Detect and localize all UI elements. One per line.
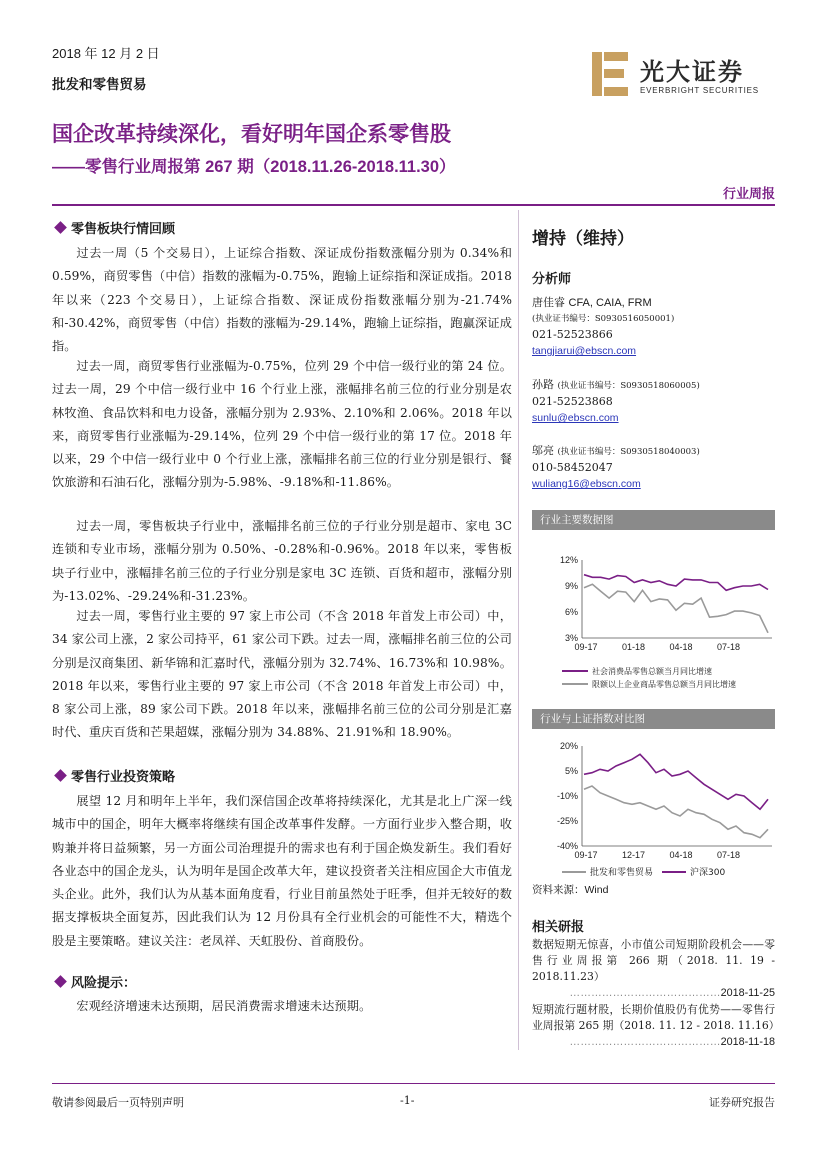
- chart1-header: 行业主要数据图: [532, 510, 775, 530]
- footer-page-number: -1-: [400, 1094, 415, 1107]
- analyst-email-link[interactable]: wuliang16@ebscn.com: [532, 478, 641, 490]
- chart1-svg: [532, 540, 775, 690]
- series-line-1: [584, 754, 768, 809]
- page-title: 国企改革持续深化，看好明年国企系零售股: [52, 121, 451, 146]
- analyst-email-link[interactable]: tangjiarui@ebscn.com: [532, 345, 637, 357]
- x-tick-label: 07-18: [716, 850, 741, 860]
- chart-source: 资料来源：Wind: [532, 884, 609, 896]
- y-tick-label: 20%: [559, 741, 578, 751]
- related-report-date: ……………………………………2018-11-18: [569, 1036, 775, 1048]
- related-report-item[interactable]: [532, 1002, 780, 1050]
- logo-chinese-name: 光大证券: [640, 57, 744, 86]
- related-report-item[interactable]: [532, 937, 775, 1001]
- x-tick-label: 12-17: [621, 850, 646, 860]
- analyst-entry: [532, 443, 700, 492]
- analyst-entry: [532, 377, 700, 426]
- paragraph-market-review-2: 过去一周，商贸零售行业涨幅为-0.75%，位列 29 个中信一级行业的第 24 位。过去一周，29 个中信一级行业中 16 个行业上涨，涨幅排名前三位的行业分别是农林牧渔、食品饮料和电力设备，涨幅分别为 2.93%、2.10%和 2.06%。2018 年以来，商贸零售行业涨幅为-29.14%，位列 29 个中信一级行业的第 17 位。2018 年以来，29 个中信一级行业中 0 个行业上涨，涨幅排名前三位的行业分别是银行、餐饮旅游和石油石化，涨幅分别为-5.98%、-9.18%和-11.86%。: [52, 359, 512, 490]
- analyst-cert: (执业证书编号：S0930516050001): [532, 314, 675, 324]
- analyst-quals: CFA, CAIA, FRM: [568, 297, 652, 309]
- related-report-date: ……………………………………2018-11-25: [569, 987, 775, 999]
- analyst-phone: 010-58452047: [532, 461, 613, 474]
- analyst-name: 孙路: [532, 378, 554, 391]
- y-tick-label: 9%: [564, 581, 578, 591]
- analyst-cert: (执业证书编号：S0930518060005): [557, 381, 700, 391]
- y-tick-label: 12%: [559, 555, 578, 565]
- analyst-email-link[interactable]: sunlu@ebscn.com: [532, 412, 619, 424]
- diamond-bullet-icon: [54, 769, 67, 782]
- analyst-entry: [532, 295, 674, 359]
- logo-english-name: EVERBRIGHT SECURITIES: [640, 86, 759, 95]
- report-date: 2018 年 12 月 2 日: [52, 46, 160, 61]
- y-tick-label: -25%: [556, 816, 578, 826]
- industry-label: 批发和零售贸易: [52, 77, 147, 93]
- paragraph-market-review-3: 过去一周，零售板块子行业中，涨幅排名前三位的子行业分别是超市、家电 3C 连锁和专业市场，涨幅分别为 0.50%、-0.28%和-0.96%。2018 年以来，零售板块子行业中，涨幅排名前三位的子行业分别是家电 3C 连锁、百货和超市，涨幅分别为-13.02%、-29.24%和-31.23%。: [52, 519, 512, 603]
- analyst-cert: (执业证书编号：S0930518040003): [557, 447, 700, 457]
- header-divider: [52, 204, 775, 206]
- section-heading-risk: 风险提示：: [52, 972, 136, 991]
- footer-divider: [52, 1083, 775, 1084]
- legend-label: 沪深300: [690, 868, 726, 878]
- analyst-phone: 021-52523868: [532, 395, 613, 408]
- y-tick-label: 5%: [564, 766, 578, 776]
- series-line-0: [584, 575, 768, 591]
- everbright-logo-icon: [590, 48, 634, 100]
- x-tick-label: 04-18: [669, 850, 693, 860]
- x-tick-label: 09-17: [574, 850, 598, 860]
- diamond-bullet-icon: [54, 975, 67, 988]
- y-tick-label: -10%: [556, 791, 578, 801]
- x-tick-label: 04-18: [669, 642, 693, 652]
- rating-label: 增持（维持）: [532, 229, 634, 249]
- section-heading-market-review: 零售板块行情回顾: [52, 218, 175, 237]
- related-report-title: 数据短期无惊喜，小市值公司短期阶段机会——零售行业周报第 266 期（2018. 11. 19 - 2018.11.23）: [532, 938, 775, 983]
- analyst-name: 唐佳睿: [532, 296, 565, 309]
- x-tick-label: 07-18: [716, 642, 741, 652]
- series-line-1: [584, 584, 768, 633]
- analyst-phone: 021-52523866: [532, 328, 613, 341]
- report-type-label: 行业周报: [722, 187, 775, 202]
- paragraph-market-review-1: 过去一周（5 个交易日），上证综合指数、深证成份指数涨幅分别为 0.34%和 0.59%，商贸零售（中信）指数的涨幅为-0.75%，跑输上证综指和深证成指。2018 年以来（223 个交易日），上证综合指数、深证成份指数涨幅分别为-21.74%和-30.42%，商贸零售（中信）指数的涨幅为-29.14%，跑输上证综指，跑赢深证成指。: [52, 246, 512, 354]
- column-divider: [518, 210, 519, 1050]
- paragraph-market-review-4: 过去一周，零售行业主要的 97 家上市公司（不含 2018 年首发上市公司）中，34 家公司上涨，2 家公司持平，61 家公司下跌。过去一周，涨幅排名前三位的公司分别是汉商集团、新华锦和汇嘉时代，涨幅分别为 32.74%、16.73%和 10.98%。2018 年以来，零售行业主要的 97 家上市公司（不含 2018 年首发上市公司）中，8 家公司上涨，89 家公司下跌。2018 年以来，涨幅排名前三位的公司分别是汇嘉时代、重庆百货和芒果超媒，涨幅分别为 34.88%、21.91%和 18.90%。: [52, 609, 512, 740]
- paragraph-risk: 宏观经济增速未达预期，居民消费需求增速未达预期。: [76, 999, 372, 1013]
- section-heading-strategy: 零售行业投资策略: [52, 766, 175, 785]
- y-tick-label: -40%: [556, 841, 578, 851]
- chart2-svg: [532, 736, 775, 881]
- analyst-name: 邬亮: [532, 444, 554, 457]
- legend-label: 社会消费品零售总额当月同比增速: [592, 667, 712, 676]
- paragraph-strategy: 展望 12 月和明年上半年，我们深信国企改革将持续深化，尤其是北上广深一线城市中的国企，明年大概率将继续有国企改革事件发酵。一方面行业步入整合期，收购兼并将日益频繁，另一方面公司治理提升的需求也有利于国企焕发新生。我们看好各业态中的国企龙头，认为明年是国企改革大年，建议投资者关注相应国企大市值龙头企业。此外，我们认为从基本面角度看，行业目前虽然处于旺季，但并无较好的数据支撑板块全面复苏，因此我们认为 12 月份具有全行业机会的可能性不大，精选个股是主要策略。建议关注：老凤祥、天虹股份、首商股份。: [52, 794, 512, 948]
- footer-disclaimer: 敬请参阅最后一页特别声明: [52, 1096, 184, 1109]
- page-subtitle: ——零售行业周报第 267 期（2018.11.26-2018.11.30）: [52, 158, 456, 176]
- related-heading: 相关研报: [532, 920, 585, 935]
- footer-report-label: 证券研究报告: [709, 1096, 775, 1109]
- chart2-header: 行业与上证指数对比图: [532, 709, 775, 729]
- diamond-bullet-icon: [54, 221, 67, 234]
- legend-label: 限额以上企业商品零售总额当月同比增速: [592, 680, 736, 689]
- legend-label: 批发和零售贸易: [590, 868, 654, 878]
- series-line-0: [584, 786, 768, 838]
- y-tick-label: 6%: [564, 607, 578, 617]
- y-tick-label: 3%: [564, 633, 578, 643]
- analyst-heading: 分析师: [532, 272, 572, 287]
- x-tick-label: 01-18: [621, 642, 646, 652]
- related-report-title: 短期流行题材股，长期价值股仍有优势——零售行业周报第 265 期（2018. 11. 12 - 2018. 11.16）: [532, 1003, 780, 1032]
- x-tick-label: 09-17: [574, 642, 598, 652]
